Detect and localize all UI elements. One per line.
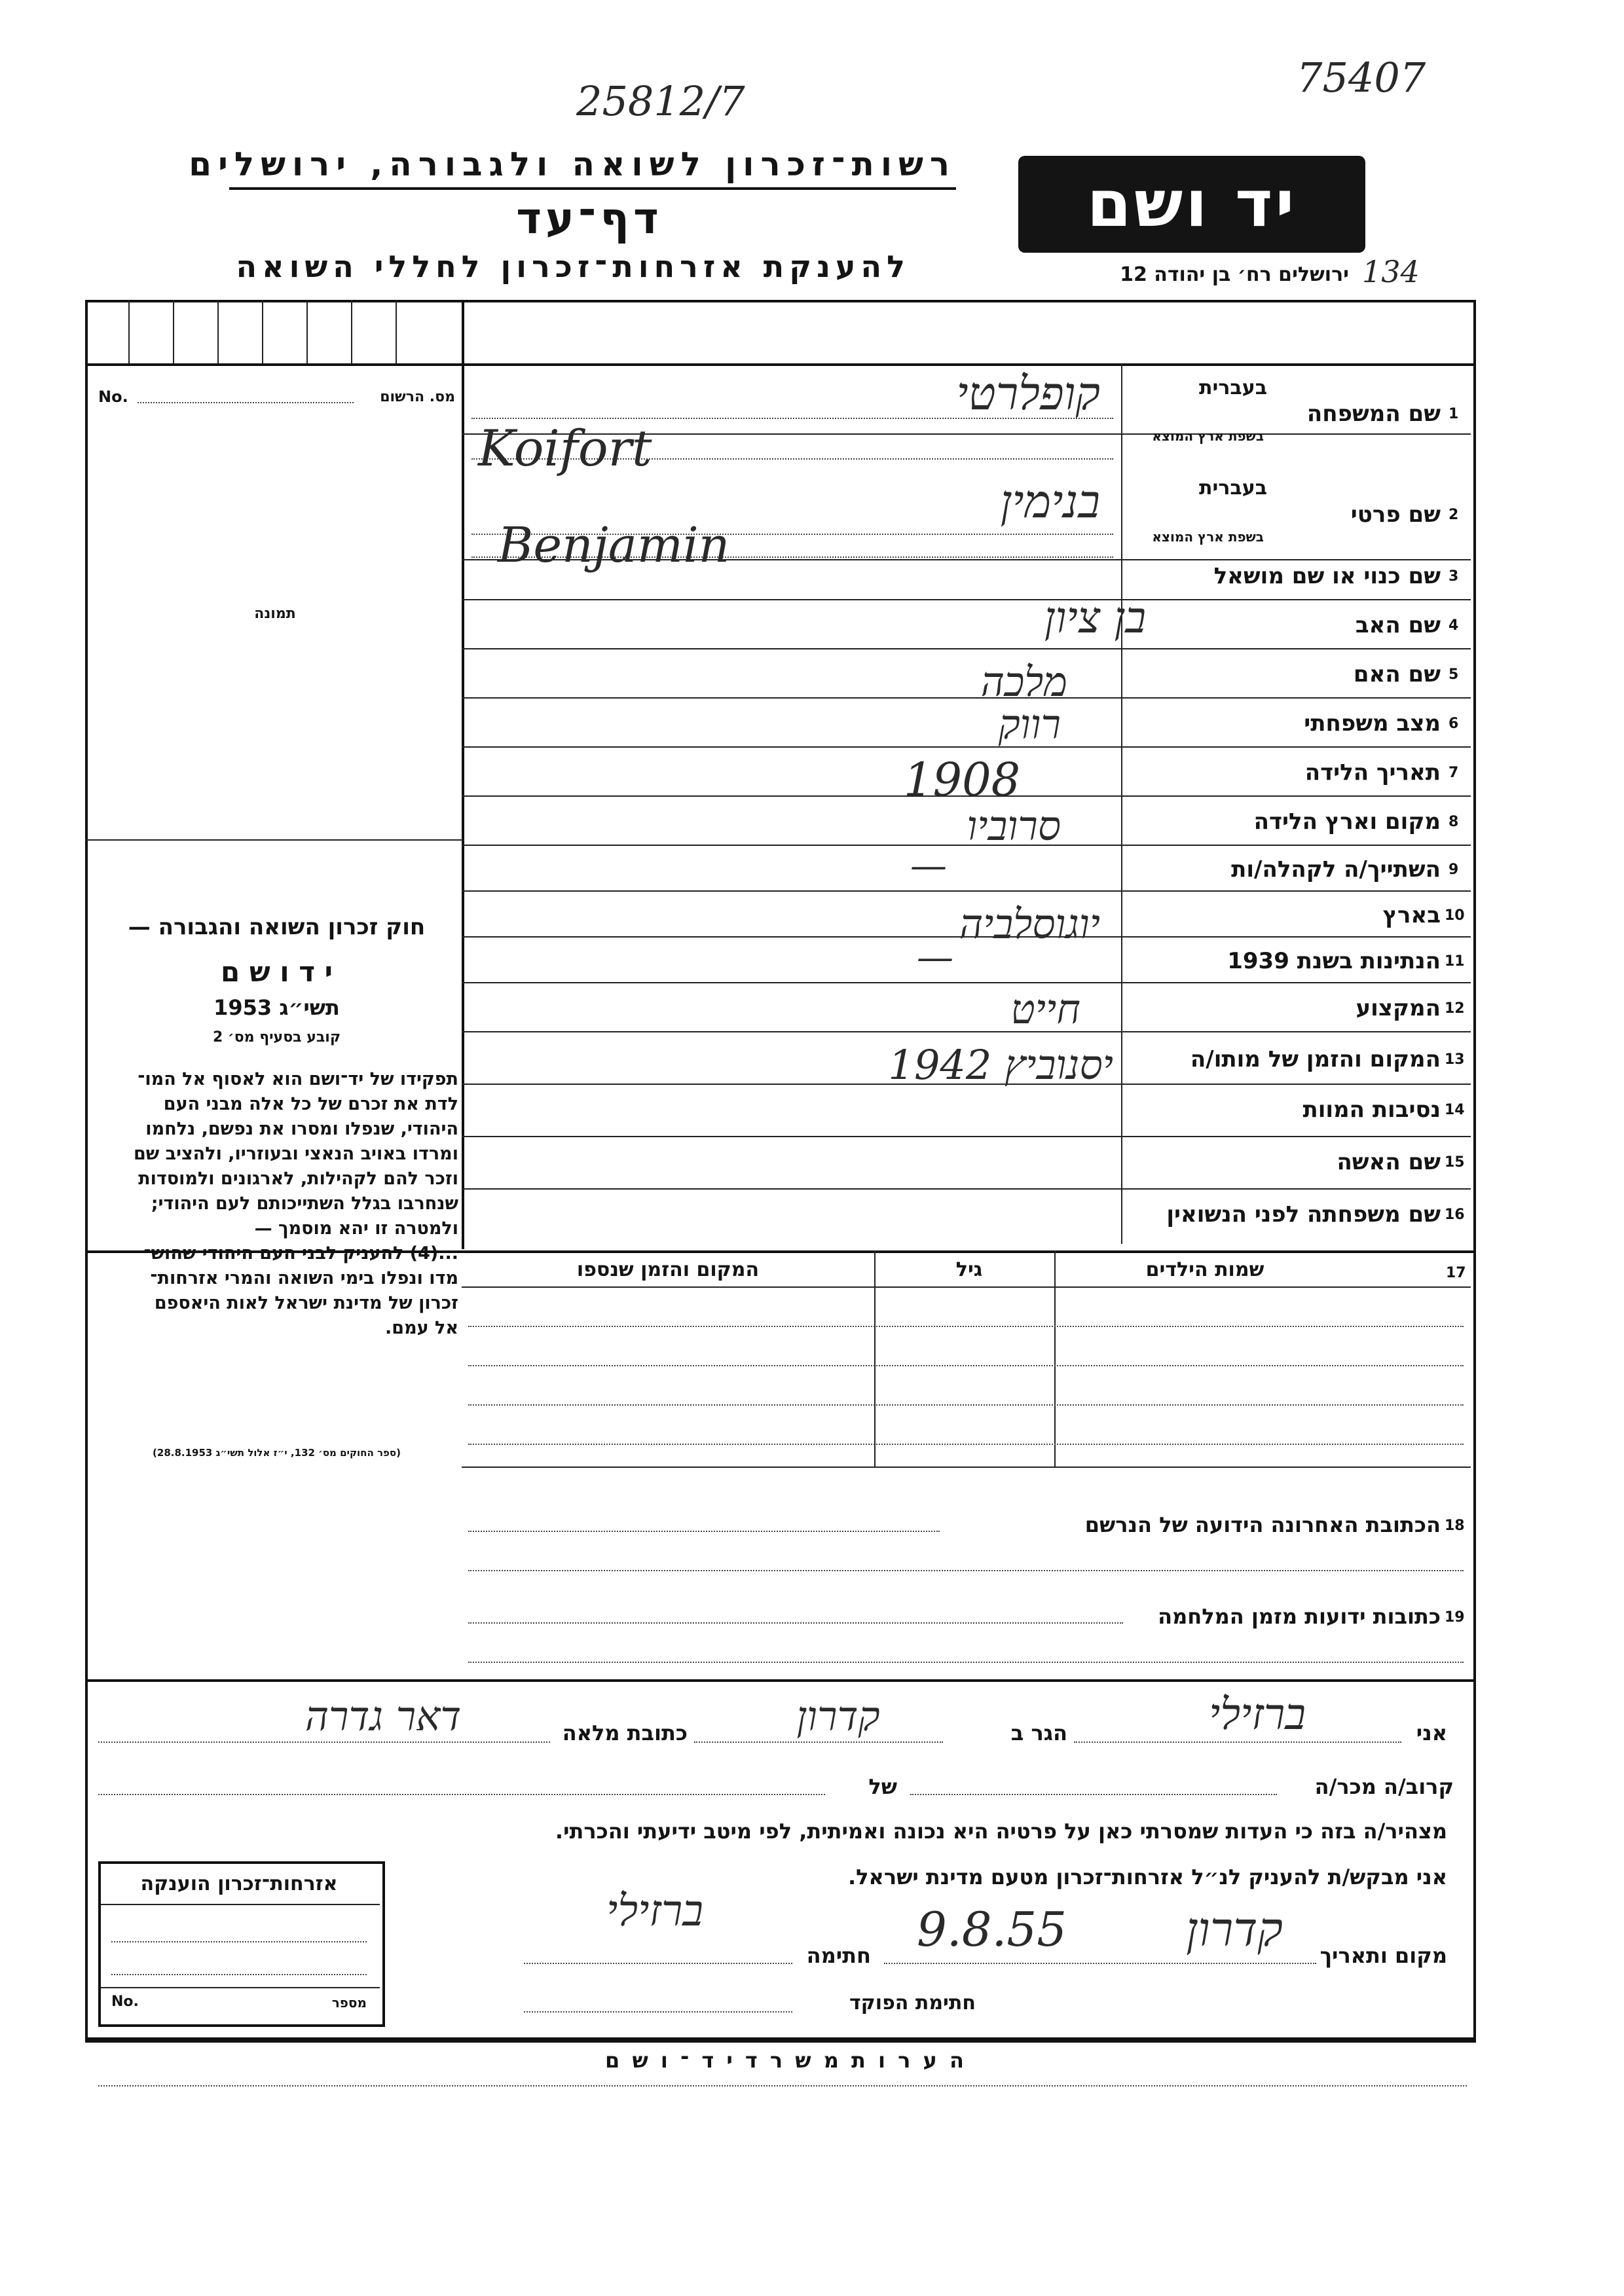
field-12-number: 12 — [1445, 1000, 1465, 1017]
place-value: קדרון — [1186, 1902, 1283, 1957]
law-line: מדו ונפלו בימי השואה והמרי אזרחות־ — [150, 1268, 458, 1288]
form-subtitle: להענקת אזרחות־זכרון לחללי השואה — [236, 249, 910, 284]
logo-address: ירושלים רח׳ בן יהודה 12 — [1120, 263, 1349, 286]
row-line — [462, 1188, 1471, 1190]
declaration-request: אני מבקש/ת להעניק לנ״ל אזרחות־זכרון מטעם מדינת ישראל. — [848, 1865, 1447, 1889]
reg-cell-divider — [306, 300, 308, 363]
law-line: ...(4) להעניק לבני העם היהודי שהוש־ — [143, 1243, 458, 1264]
field-9-value: — — [910, 845, 947, 887]
declaration-address-label: כתובת מלאה — [562, 1721, 688, 1745]
official-signature-label: חתימת הפוקד — [849, 1992, 976, 2014]
law-line: ומרדו באויב הנאצי ובעוזריו, ולהציב שם — [133, 1144, 458, 1164]
field-5-value: מלכה — [980, 658, 1067, 706]
field-5-label: שם האם — [1353, 661, 1441, 687]
field-18-label: הכתובת האחרונה הידועה של הנרשם — [1084, 1512, 1441, 1537]
date-value: 9.8.55 — [917, 1902, 1067, 1957]
place-date-label: מקום ותאריך — [1320, 1943, 1447, 1968]
row-line — [462, 1136, 1471, 1137]
field-18-line — [468, 1570, 1464, 1571]
field-14-number: 14 — [1445, 1102, 1465, 1118]
grant-box-bottom-line — [101, 1987, 380, 1988]
children-row-line — [468, 1444, 1464, 1445]
authority-underline — [229, 187, 956, 190]
declaration-ani-label: אני — [1416, 1721, 1447, 1745]
top-cells-line — [85, 363, 1473, 366]
field-6-number: 6 — [1449, 716, 1459, 732]
declaration-of-label: של — [868, 1774, 897, 1799]
field-12-label: המקצוע — [1356, 995, 1441, 1021]
declaration-of-line — [98, 1794, 825, 1795]
law-line: לדת את זכרם של כל אלה מבני העם — [163, 1094, 458, 1114]
reg-cell-divider — [128, 300, 130, 363]
children-place-header: המקום והזמן שנספו — [576, 1258, 760, 1281]
law-line: זכרון של מדינת ישראל לאות היאספם — [154, 1293, 458, 1313]
field-10-number: 10 — [1445, 907, 1465, 924]
registration-no-label: No. — [98, 388, 128, 406]
field-2-label: שם פרטי — [1350, 501, 1441, 528]
children-col-divider — [1054, 1250, 1056, 1467]
field-7-label: תאריך הלידה — [1304, 759, 1441, 786]
declaration-resident-value: קדרון — [796, 1692, 880, 1740]
children-header-line — [462, 1286, 1471, 1288]
left-column-divider — [462, 300, 464, 1249]
field-11-number: 11 — [1445, 953, 1465, 970]
children-names-header: שמות הילדים — [1145, 1258, 1264, 1281]
declaration-name-value: ברזילי — [1208, 1689, 1306, 1740]
law-line: וזכר להם לקהילות, לארגונים ולמוסדות — [138, 1169, 458, 1189]
reg-cell-divider — [217, 300, 219, 363]
office-notes-line — [85, 2037, 1473, 2040]
official-signature-line — [524, 2011, 792, 2013]
grant-box-number-label: מספר — [331, 1995, 367, 2011]
field-16-label: שם משפחתה לפני הנשואין — [1166, 1201, 1441, 1228]
reg-cell-divider — [351, 300, 352, 363]
field-15-label: שם האשה — [1337, 1149, 1441, 1175]
field-8-number: 8 — [1449, 814, 1459, 830]
field-19-line — [468, 1622, 1123, 1624]
field-11-value: — — [917, 936, 953, 979]
photo-placeholder-label: תמונה — [254, 606, 296, 622]
field-19-line — [468, 1662, 1464, 1663]
field-8-value: סרוביו — [967, 802, 1061, 850]
law-title: חוק זכרון השואה והגבורה — — [128, 914, 426, 940]
row-line — [462, 982, 1471, 983]
law-line: אל עמם. — [385, 1318, 458, 1338]
law-line: ולמטרה זו יהא מוסמך — — [254, 1218, 458, 1239]
declaration-statement: מצהיר/ה בזה כי העדות שמסרתי כאן על פרטיה היא נכונה ואמיתית, לפי מיטב ידיעתי והכרתי. — [555, 1819, 1447, 1844]
row-line — [462, 648, 1471, 649]
place-date-line — [884, 1963, 1316, 1964]
office-notes-label: ה ע ר ו ת מ ש ר ד י ד ־ ו ש ם — [605, 2048, 967, 2073]
field-15-number: 15 — [1445, 1154, 1465, 1171]
field-16-number: 16 — [1445, 1207, 1465, 1223]
signature-label: חתימה — [806, 1943, 871, 1968]
field-10-value: יוגוסלביה — [959, 900, 1100, 948]
field-1-sub-he: בעברית — [1199, 376, 1267, 399]
declaration-name-line — [1074, 1741, 1401, 1743]
field-12-value: חייט — [1010, 985, 1080, 1033]
grant-box-title-line — [101, 1904, 380, 1905]
law-name: י ד ו ש ם — [220, 956, 333, 988]
field-2-sub-he: בעברית — [1199, 477, 1267, 500]
field-1-value-latin: Koifort — [478, 419, 652, 477]
grant-box-no-label: No. — [111, 1994, 139, 2010]
field-1-number: 1 — [1449, 406, 1459, 422]
field-9-label: השתייך/ה לקהלה/ות — [1231, 856, 1441, 883]
field-4-label: שם האב — [1355, 612, 1441, 638]
field-11-label: הנתינות בשנת 1939 — [1227, 948, 1441, 974]
field-19-label: כתובות ידועות מזמן המלחמה — [1158, 1604, 1441, 1629]
children-row-line — [468, 1365, 1464, 1366]
office-notes-dotted-line — [98, 2085, 1467, 2086]
field-1-label: שם המשפחה — [1306, 401, 1441, 427]
field-6-label: מצב משפחתי — [1304, 710, 1441, 737]
field-2-value-latin: Benjamin — [498, 517, 730, 574]
label-column-divider — [1121, 363, 1122, 1244]
law-clause: קובע בסעיף מס׳ 2 — [212, 1029, 341, 1046]
registration-no-label-he: מס. הרשום — [380, 389, 455, 405]
law-box-top-line — [85, 839, 463, 841]
signature-line — [524, 1963, 792, 1964]
grant-box-title: אזרחות־זכרון הוענקה — [140, 1872, 338, 1895]
field-1-sub-native: בשפת ארץ המוצא — [1152, 428, 1264, 444]
declaration-resident-line — [694, 1741, 943, 1743]
signature-value: ברזילי — [606, 1886, 704, 1936]
field-18-line — [468, 1531, 940, 1532]
field-7-number: 7 — [1449, 765, 1459, 781]
yad-vashem-logo: יד ושם — [1018, 156, 1365, 253]
field-3-number: 3 — [1449, 568, 1459, 585]
field-2-number: 2 — [1449, 507, 1459, 523]
declaration-relative-line — [910, 1794, 1277, 1795]
children-row-line — [468, 1404, 1464, 1406]
children-section-bottom — [462, 1467, 1471, 1468]
field-9-number: 9 — [1449, 862, 1459, 878]
field-10-label: בארץ — [1382, 902, 1441, 928]
children-col-divider — [874, 1250, 876, 1467]
reg-cell-divider — [173, 300, 174, 363]
registration-no-line — [138, 402, 354, 403]
field-2-sub-native: בשפת ארץ המוצא — [1152, 529, 1264, 545]
law-line: היהודי, שנפלו ומסרו את נפשם, נלחמו — [145, 1119, 458, 1139]
declaration-address-value: דאר גדרה — [304, 1692, 462, 1740]
law-year: תשי״ג 1953 — [213, 995, 340, 1020]
field-14-label: נסיבות המוות — [1302, 1097, 1441, 1123]
field-4-number: 4 — [1449, 617, 1459, 634]
reg-cell-divider — [396, 300, 397, 363]
field-18-number: 18 — [1445, 1518, 1465, 1534]
field-13-number: 13 — [1445, 1051, 1465, 1068]
field-5-number: 5 — [1449, 666, 1459, 683]
law-line: שנחרבו בגלל השתייכותם לעם היהודי; — [151, 1194, 458, 1214]
field-13-label: המקום והזמן של מותו/ה — [1190, 1046, 1441, 1072]
field-1-value-he: קופלרטי — [956, 367, 1100, 420]
law-footnote: (ספר החוקים מס׳ 132, י״ז אלול תשי״ג 28.8.1953) — [153, 1447, 401, 1459]
field-3-label: שם כנוי או שם מושאל — [1213, 563, 1441, 589]
children-section-top — [85, 1250, 1473, 1253]
children-section-number: 17 — [1446, 1265, 1466, 1281]
row-line — [462, 890, 1471, 892]
form-title: דף־עד — [516, 193, 663, 244]
authority-title: רשות־זכרון לשואה ולגבורה, ירושלים — [189, 145, 956, 183]
field-7-value: 1908 — [904, 753, 1021, 807]
grant-box-line — [111, 1941, 367, 1942]
field-6-value: רווק — [998, 701, 1061, 748]
reg-cell-divider — [262, 300, 263, 363]
handwritten-page-number: 134 — [1362, 254, 1420, 289]
field-8-label: מקום וארץ הלידה — [1253, 809, 1441, 835]
field-4-value: בן ציון — [1044, 592, 1146, 643]
field-13-value: יסנוביץ 1942 — [888, 1041, 1113, 1089]
declaration-relative-label: קרוב/ה מכר/ה — [1314, 1774, 1454, 1799]
field-19-number: 19 — [1445, 1609, 1465, 1626]
handwritten-file-number: 25812/7 — [576, 77, 745, 125]
declaration-top-line — [85, 1679, 1473, 1682]
law-body — [92, 1067, 458, 1341]
declaration-resident-label: הגר ב — [1010, 1721, 1067, 1745]
children-age-header: גיל — [955, 1258, 983, 1281]
handwritten-archive-number: 75407 — [1297, 54, 1426, 101]
field-2-value-he: בנימין — [1000, 475, 1100, 528]
law-line: תפקידו של יד־ושם הוא לאסוף אל המו־ — [138, 1069, 458, 1089]
children-row-line — [468, 1326, 1464, 1327]
grant-box-line — [111, 1974, 367, 1975]
declaration-address-line — [98, 1741, 550, 1743]
